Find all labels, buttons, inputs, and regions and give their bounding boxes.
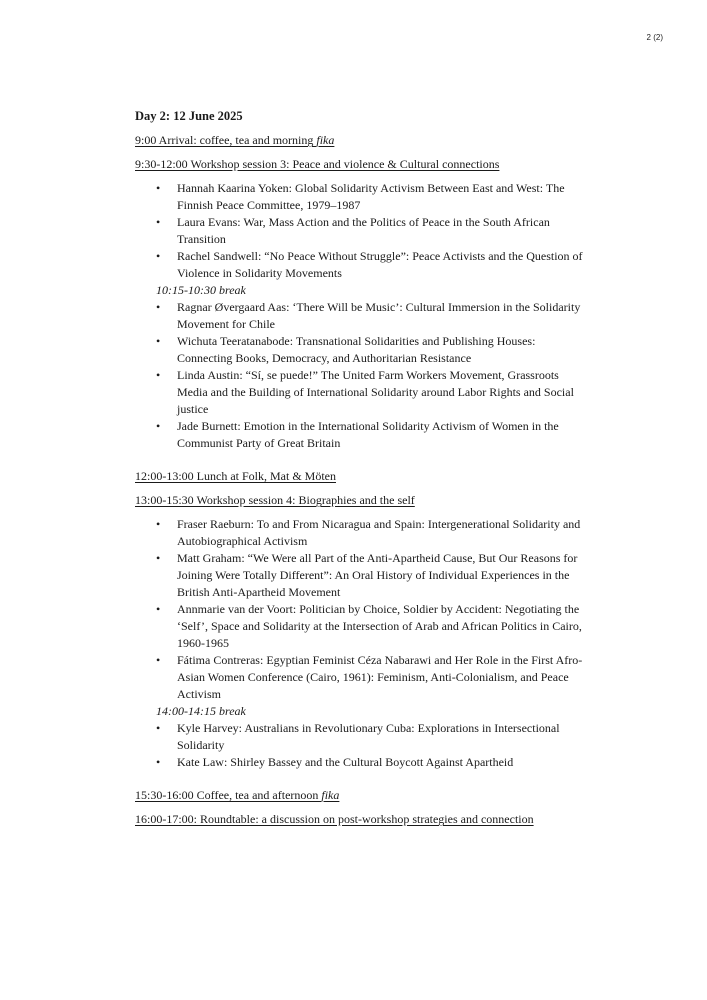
lunch-line: 12:00-13:00 Lunch at Folk, Mat & Möten bbox=[135, 469, 336, 483]
arrival-line bbox=[135, 132, 585, 149]
list-item: • Ragnar Øvergaard Aas: ‘There Will be Music’: Cultural Immersion in the Solidarity Movement for Chile bbox=[135, 299, 585, 333]
list-item: • Rachel Sandwell: “No Peace Without Struggle”: Peace Activists and the Question of Violence in Solidarity Movements bbox=[135, 248, 585, 282]
session4-title: 13:00-15:30 Workshop session 4: Biographies and the self bbox=[135, 493, 415, 507]
list-item: • Jade Burnett: Emotion in the International Solidarity Activism of Women in the Communist Party of Great Britain bbox=[135, 418, 585, 452]
session3-break: 10:15-10:30 break bbox=[156, 283, 246, 297]
list-item: • Fraser Raeburn: To and From Nicaragua and Spain: Intergenerational Solidarity and Autobiographical Activism bbox=[135, 516, 585, 550]
list-item: • Hannah Kaarina Yoken: Global Solidarity Activism Between East and West: The Finnish Peace Committee, 1979–1987 bbox=[135, 180, 585, 214]
programme-content bbox=[135, 108, 585, 835]
roundtable-line: 16:00-17:00: Roundtable: a discussion on post-workshop strategies and connection bbox=[135, 812, 534, 826]
list-item: • Wichuta Teeratanabode: Transnational Solidarities and Publishing Houses: Connecting Books, Democracy, and Authoritarian Resistance bbox=[135, 333, 585, 367]
session4-list-after-break bbox=[135, 720, 585, 771]
session4-break: 14:00-14:15 break bbox=[156, 704, 246, 718]
session4-list bbox=[135, 516, 585, 703]
coffee-fika: fika bbox=[321, 788, 340, 802]
list-item: • Linda Austin: “Sí, se puede!” The United Farm Workers Movement, Grassroots Media and the Building of International Solidarity around Labor Rights and Social justice bbox=[135, 367, 585, 418]
coffee-text: 15:30-16:00 Coffee, tea and afternoon bbox=[135, 788, 322, 802]
session3-list bbox=[135, 180, 585, 282]
day-heading: Day 2: 12 June 2025 bbox=[135, 109, 243, 123]
coffee-line bbox=[135, 787, 585, 804]
list-item: • Fátima Contreras: Egyptian Feminist Céza Nabarawi and Her Role in the First Afro-Asian Women Conference (Cairo, 1961): Feminism, Anti-Colonialism, and Peace Activism bbox=[135, 652, 585, 703]
list-item: • Kate Law: Shirley Bassey and the Cultural Boycott Against Apartheid bbox=[135, 754, 585, 771]
list-item: • Kyle Harvey: Australians in Revolutionary Cuba: Explorations in Intersectional Solidarity bbox=[135, 720, 585, 754]
list-item: • Laura Evans: War, Mass Action and the Politics of Peace in the South African Transition bbox=[135, 214, 585, 248]
list-item: • Matt Graham: “We Were all Part of the Anti-Apartheid Cause, But Our Reasons for Joining Were Totally Different”: An Oral History of Individual Experiences in the British Anti-Apartheid Movement bbox=[135, 550, 585, 601]
arrival-fika: fika bbox=[316, 133, 335, 147]
page-number: 2 (2) bbox=[646, 33, 663, 42]
session3-list-after-break bbox=[135, 299, 585, 452]
list-item: • Annmarie van der Voort: Politician by Choice, Soldier by Accident: Negotiating the ‘Self’, Space and Solidarity at the Intersection of Arab and African Politics in Cairo, 1960-1965 bbox=[135, 601, 585, 652]
session3-title: 9:30-12:00 Workshop session 3: Peace and violence & Cultural connections bbox=[135, 157, 500, 171]
arrival-text: 9:00 Arrival: coffee, tea and morning bbox=[135, 133, 317, 147]
